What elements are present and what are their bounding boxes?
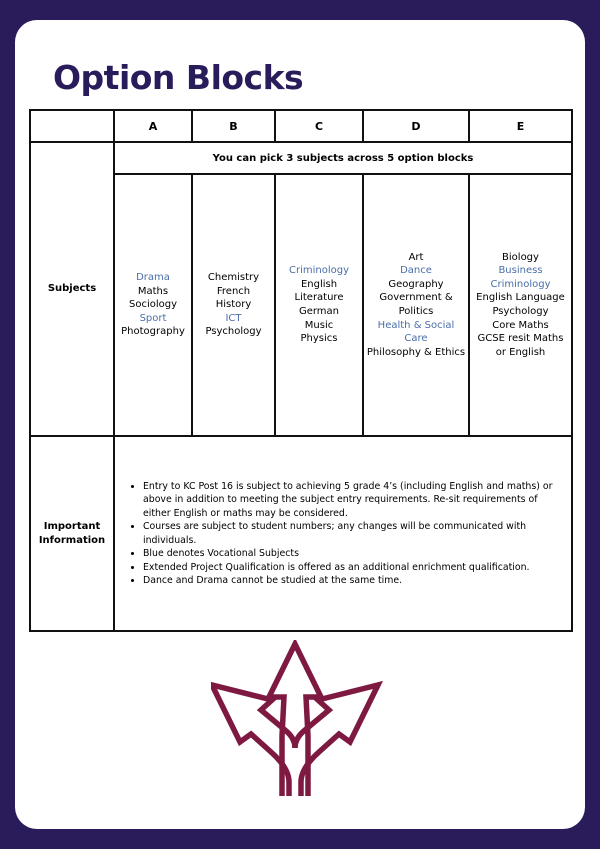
subject-item: Dance [400,265,432,277]
subject-item: French [216,285,251,297]
information-item: • Extended Project Qualification is offered as an additional enrichment qualification. [143,561,559,575]
column-header-d: D [363,110,469,142]
subject-item: ICT [225,312,242,324]
information-item: • Courses are subject to student numbers; any changes will be communicated with individuals. [143,520,559,547]
subject-item: English Language [476,292,565,304]
pick-note: You can pick 3 subjects across 5 option blocks [114,142,572,174]
subject-item: Biology [502,251,539,263]
header-row [30,110,572,142]
column-header-c: C [275,110,363,142]
subject-item: Chemistry [207,272,260,284]
subject-item: Psychology [205,326,262,338]
subject-item: Music [304,319,334,331]
information-item: • Entry to KC Post 16 is subject to achieving 5 grade 4’s (including English and maths) or above in addition to meeting the subject entry requirements. Re-sit requirements of either English or maths may be considered. [143,480,559,521]
subject-item: German [298,306,340,317]
block-a-subjects [114,174,192,436]
column-header-a: A [114,110,192,142]
information-item: • Blue denotes Vocational Subjects [143,547,559,561]
subject-item: Philosophy & Ethics [366,346,466,358]
pick-row [30,142,572,174]
subject-item: Government & Politics [379,292,453,317]
information-item: • Dance and Drama cannot be studied at the same time. [143,574,559,588]
subject-item: Sport [139,312,167,324]
subject-item: English Literature [294,278,344,304]
page-card [15,20,585,829]
option-blocks-table [29,109,573,632]
subjects-label: Subjects [30,142,114,436]
block-d-subjects [363,174,469,436]
subject-item: Physics [300,333,338,345]
important-information [114,436,572,631]
column-header-e: E [469,110,572,142]
subject-item: GCSE resit Maths or English [477,333,564,358]
subject-item: Psychology [492,306,549,317]
subject-item: Maths [137,285,169,297]
block-b-subjects [192,174,275,436]
subject-item: Criminology [288,265,349,277]
subject-item: Criminology [490,278,551,290]
block-c-subjects [275,174,363,436]
column-header-b: B [192,110,275,142]
information-row [30,436,572,631]
subject-item: Art [408,251,424,263]
information-list [115,480,571,588]
three-way-arrows-icon [211,640,389,800]
important-information-label: Important Information [30,436,114,631]
page-title: Option Blocks [53,58,304,97]
subject-item: Geography [388,278,444,290]
subject-item: Drama [136,272,170,284]
subject-item: Business [498,265,543,277]
corner-cell [30,110,114,142]
subject-item: History [215,299,252,311]
subject-item: Health & Social Care [377,319,455,345]
subject-item: Photography [121,326,185,338]
block-e-subjects [469,174,572,436]
subject-item: Sociology [128,299,178,311]
subject-item: Core Maths [492,319,549,331]
